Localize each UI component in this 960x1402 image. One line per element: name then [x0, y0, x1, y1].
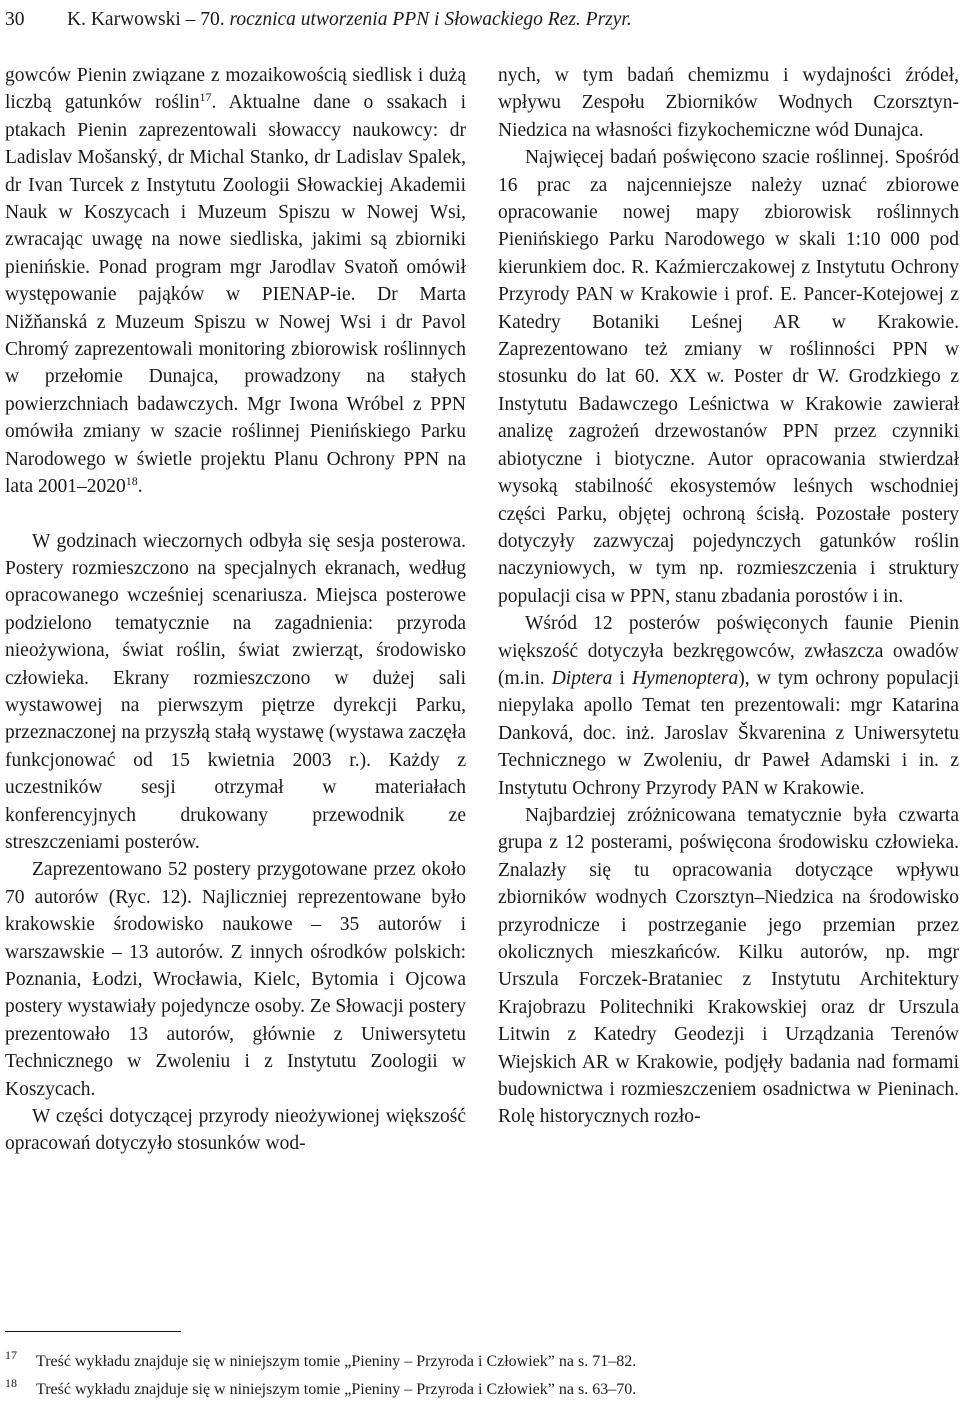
- paragraph: [498, 802, 959, 1131]
- text-run: Najwięcej badań poświęcono szacie roślinnej. Spośród 16 prac za najcenniejsze należy uznać zbiorowe opracowanie nowej mapy zbiorowisk roślinnych Pienińskiego Parku Narodowego w skali 1:10 000 pod kierunkiem doc. R. Kaźmierczakowej z Instytutu Ochrony Przyrody PAN w Krakowie i prof. E. Pancer-Kotejowej z Katedry Botaniki Leśnej AR w Krakowie. Zaprezentowano też zmiany w roślinności PPN w stosunku do lat 60. XX w. Poster dr W. Grodzkiego z Instytutu Badawczego Leśnictwa w Krakowie zawierał analizę zagrożeń drzewostanów PPN przez czynniki abiotyczne i biotyczne. Autor opracowania stwierdzał wysoką stabilność ekosystemów leśnych wschodniej części Parku, objętej ochroną ścisłą. Pozostałe postery dotyczyły zazwyczaj pojedynczych gatunków roślin naczyniowych, w tym np. rozmieszczenia i struktury populacji cisa w PPN, stanu zbadania porostów i in.: [498, 147, 959, 607]
- footnote-number: 18: [5, 1376, 17, 1390]
- paragraph: [5, 62, 466, 501]
- text-run: .: [137, 476, 143, 498]
- text-run: W części dotyczącej przyrody nieożywionej większość opracowań dotyczyło stosunków wod-: [5, 1106, 466, 1155]
- paragraph: [498, 62, 959, 144]
- footnote-text: Treść wykładu znajduje się w niniejszym tomie „Pieniny – Przyroda i Człowiek” na s. 71–82.: [36, 1353, 637, 1370]
- text-run: nych, w tym badań chemizmu i wydajności źródeł, wpływu Zespołu Zbiorników Wodnych Czorsztyn-Niedzica na własności fizykochemiczne wód Dunajca.: [498, 65, 959, 141]
- text-run: gowców Pienin związane z mozaikowością siedlisk i dużą liczbą gatunków roślin: [5, 65, 466, 114]
- running-header: [0, 0, 960, 40]
- paragraph: [5, 528, 466, 857]
- italic-text: Hymenoptera: [632, 667, 739, 689]
- text-run: Wśród 12 posterów poświęconych faunie Pienin większość dotyczyła bezkręgowców, zwłaszcza owadów (m.in.: [498, 613, 959, 689]
- footnote-text: Treść wykładu znajduje się w niniejszym tomie „Pieniny – Przyroda i Człowiek” na s. 63–70.: [36, 1381, 637, 1398]
- text-run: Zaprezentowano 52 postery przygotowane przez około 70 autorów (Ryc. 12). Najliczniej reprezentowane było krakowskie środowisko naukowe – 35 autorów i warszawskie – 13 autorów. Z innych ośrodków polskich: Poznania, Łodzi, Wrocławia, Kielc, Bytomia i Ojcowa postery wystawiały pojedyncze osoby. Ze Słowacji postery prezentowało 13 autorów, głównie z Uniwersytetu Technicznego w Zwoleniu i z Instytutu Zoologii w Koszycach.: [5, 859, 466, 1100]
- left-column: [5, 62, 466, 1158]
- paragraph: [5, 1103, 466, 1158]
- footnote-number: 17: [5, 1348, 17, 1362]
- running-author: K. Karwowski – 70.: [67, 9, 225, 30]
- text-run: W godzinach wieczornych odbyła się sesja posterowa. Postery rozmieszczono na specjalnych ekranach, według opracowanego wcześniej scenariusza. Miejsca posterowe podzielono tematycznie na zagadnienia: przyroda nieożywiona, świat roślin, świat zwierząt, środowisko człowieka. Ekrany rozmieszczono w dużej sali wystawowej na pierwszym piętrze dyrekcji Parku, przeznaczonej na przyszłą stałą wystawę (wystawa zaczęła funkcjonować od 15 kwietnia 2003 r.). Każdy z uczestników sesji otrzymał w materiałach konferencyjnych drukowany przewodnik ze streszczeniami posterów.: [5, 530, 466, 853]
- italic-text: Diptera: [551, 667, 613, 689]
- running-title-italic: rocznica utworzenia PPN i Słowackiego Rez. Przyr.: [224, 9, 632, 30]
- page-number: 30: [5, 9, 25, 30]
- paragraph: [498, 144, 959, 610]
- footnote-ref: 18: [125, 474, 138, 489]
- text-run: . Aktualne dane o ssakach i ptakach Pienin zaprezentowali słowaccy naukowcy: dr Ladislav Mošanský, dr Michal Stanko, dr Ladislav Spalek, dr Ivan Turcek z Instytutu Zoologii Słowackiej Akademii Nauk w Koszycach i Muzeum Spiszu w Nowej Wsi, zwracając uwagę na nowe siedliska, jakimi są zbiorniki pienińskie. Ponad program mgr Jarodlav Svatoň omówił występowanie pająków w PIENAP-ie. Dr Marta Nižňanská z Muzeum Spiszu w Nowej Wsi i dr Pavol Chromý zaprezentowali monitoring zbiorowisk roślinnych w przełomie Dunajca, prowadzony na stałych powierzchniach badawczych. Mgr Iwona Wróbel z PPN omówiła zmiany w szacie roślinnej Pienińskiego Parku Narodowego w świetle projektu Planu Ochrony PPN na lata 2001–2020: [5, 92, 466, 498]
- paragraph: [5, 856, 466, 1103]
- running-title: [67, 0, 632, 40]
- footnote-rule: [5, 1331, 181, 1332]
- right-column: [498, 62, 959, 1131]
- text-run: Najbardziej zróżnicowana tematycznie była czwarta grupa z 12 posterami, poświęcona środowisku człowieka. Znalazły się tu opracowania dotyczące wpływu zbiorników wodnych Czorsztyn–Niedzica na środowisko przyrodnicze i postrzeganie jego przemian przez okolicznych mieszkańców. Kilku autorów, np. mgr Urszula Forczek-Brataniec z Instytutu Architektury Krajobrazu Politechniki Krakowskiej oraz dr Urszula Litwin z Katedry Geodezji i Urządzania Terenów Wiejskich AR w Krakowie, podjęły badania nad formami budownictwa i rozmieszczeniem osadnictwa w Pieninach. Rolę historycznych rozło-: [498, 804, 959, 1128]
- text-run: ), w tym ochrony populacji niepylaka apollo Temat ten prezentowali: mgr Katarina Danková, doc. inż. Jaroslav Škvarenina z Uniwersytetu Technicznego w Zwoleniu, dr Paweł Adamski i in. z Instytutu Ochrony Przyrody PAN w Krakowie.: [498, 667, 959, 799]
- paragraph: [498, 610, 959, 802]
- text-run: i: [612, 667, 633, 689]
- footnote-ref: 17: [199, 90, 212, 105]
